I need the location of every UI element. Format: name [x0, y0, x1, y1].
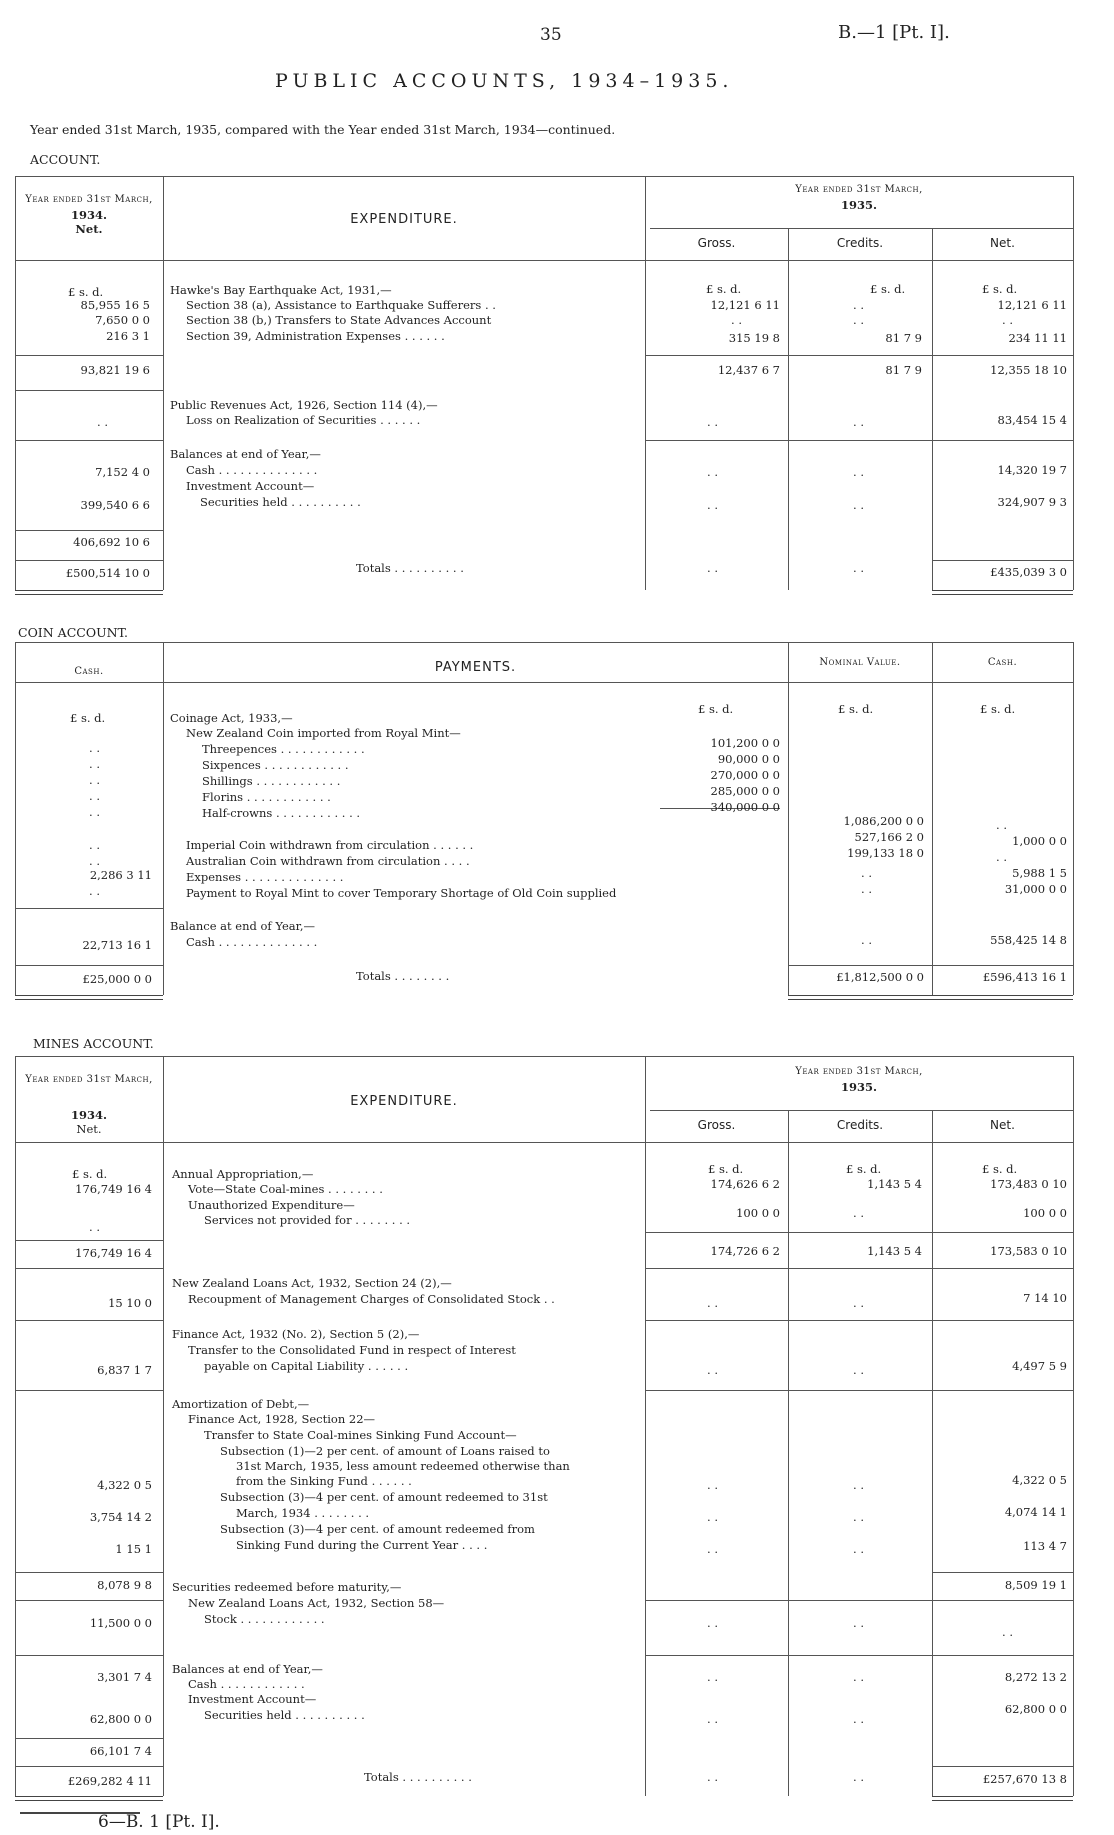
coin-cash-value: . .	[996, 850, 1007, 864]
account-credits-value: . .	[853, 465, 864, 479]
coin-line: Expenses . . . . . . . . . . . . . .	[186, 870, 344, 884]
mines-gross-value: . .	[707, 1363, 718, 1377]
coin-nominal-value: 199,133 18 0	[847, 846, 924, 860]
section-label-coin: COIN ACCOUNT.	[18, 625, 129, 640]
coin-left-value: 2,286 3 11	[89, 868, 152, 882]
mines-line: Finance Act, 1932 (No. 2), Section 5 (2),—	[172, 1327, 420, 1341]
mines-gross-value: . .	[707, 1296, 718, 1310]
account-gross-value: 12,437 6 7	[717, 363, 780, 377]
mines-prev-value: . .	[89, 1220, 100, 1234]
lsd-label: £ s. d.	[68, 285, 104, 299]
mines-credits-value: . .	[853, 1206, 864, 1220]
account-net-value: £435,039 3 0	[990, 565, 1067, 579]
coin-line: Shillings . . . . . . . . . . . .	[202, 774, 341, 788]
coin-import-value: 270,000 0 0	[710, 768, 780, 782]
account-line: Section 38 (a), Assistance to Earthquake Sufferers . .	[186, 298, 496, 312]
account-net-value: . .	[1002, 313, 1013, 327]
mines-line: New Zealand Loans Act, 1932, Section 58—	[188, 1596, 445, 1610]
account-credits-value: 81 7 9	[885, 331, 922, 345]
mines-prev-value: 3,301 7 4	[97, 1670, 152, 1684]
coin-nominal-value: 1,086,200 0 0	[843, 814, 924, 828]
account-gross-value: . .	[707, 498, 718, 512]
page-subtitle: Year ended 31st March, 1935, compared with the Year ended 31st March, 1934—continued.	[30, 122, 616, 137]
account-gross-value: 12,121 6 11	[710, 298, 780, 312]
coin-cash-value: 31,000 0 0	[1004, 882, 1067, 896]
section-label-account: ACCOUNT.	[30, 152, 101, 167]
coin-nominal-value: £1,812,500 0 0	[836, 970, 924, 984]
mines-gross-value: . .	[707, 1770, 718, 1784]
account-prev-value: 7,152 4 0	[95, 465, 150, 479]
coin-line: Australian Coin withdrawn from circulation . . . .	[186, 854, 470, 868]
account-prev-col-net: Net.	[75, 222, 103, 236]
account-credits-value: . .	[853, 298, 864, 312]
mines-net-value: 173,483 0 10	[990, 1177, 1067, 1191]
account-line: Hawke's Bay Earthquake Act, 1931,—	[170, 283, 392, 297]
account-desc-col-head: EXPENDITURE.	[350, 212, 458, 227]
coin-desc-col-head: PAYMENTS.	[434, 660, 517, 675]
account-cur-col-head: Year ended 31st March,	[795, 184, 923, 195]
coin-left-value: . .	[89, 757, 100, 771]
mines-gross-value: 174,626 6 2	[710, 1177, 780, 1191]
lsd-label: £ s. d.	[982, 1162, 1018, 1176]
account-prev-value: £500,514 10 0	[65, 566, 150, 580]
mines-net-value: 4,322 0 5	[1012, 1473, 1067, 1487]
coin-import-value: 90,000 0 0	[717, 752, 780, 766]
mines-line: Securities redeemed before maturity,—	[172, 1580, 402, 1594]
mines-credits-value: . .	[853, 1770, 864, 1784]
mines-prev-col-year: 1934.	[70, 1108, 107, 1122]
coin-line: Half-crowns . . . . . . . . . . . .	[202, 806, 361, 820]
mines-credits-value: . .	[853, 1296, 864, 1310]
coin-cash-col-head: Cash.	[987, 657, 1018, 668]
page-number: 35	[540, 25, 562, 45]
coin-line: Imperial Coin withdrawn from circulation . . . . . .	[186, 838, 474, 852]
mines-gross-value: . .	[707, 1616, 718, 1630]
account-credits-value: 81 7 9	[885, 363, 922, 377]
mines-line: New Zealand Loans Act, 1932, Section 24 (2),—	[172, 1276, 452, 1290]
mines-line: Services not provided for . . . . . . . .	[204, 1213, 411, 1227]
mines-line: Unauthorized Expenditure—	[188, 1198, 355, 1212]
account-prev-col-year: 1934.	[70, 208, 107, 222]
account-credits-value: . .	[853, 313, 864, 327]
mines-line: payable on Capital Liability . . . . . .	[204, 1359, 409, 1373]
mines-prev-value: £269,282 4 11	[67, 1774, 152, 1788]
coin-left-value: . .	[89, 854, 100, 868]
mines-line: Securities held . . . . . . . . . .	[204, 1708, 365, 1722]
account-gross-value: 315 19 8	[728, 331, 780, 345]
mines-net-value: £257,670 13 8	[982, 1772, 1067, 1786]
account-prev-value: 399,540 6 6	[80, 498, 150, 512]
coin-left-value: . .	[89, 789, 100, 803]
coin-line: Threepences . . . . . . . . . . . .	[202, 742, 365, 756]
account-line: Section 39, Administration Expenses . . . . . .	[186, 329, 445, 343]
lsd-label: £ s. d.	[70, 711, 106, 725]
lsd-label: £ s. d.	[846, 1162, 882, 1176]
account-gross-col-head: Gross.	[697, 236, 736, 250]
coin-left-value: . .	[89, 884, 100, 898]
lsd-label: £ s. d.	[72, 1167, 108, 1181]
mines-net-value: 113 4 7	[1023, 1539, 1067, 1553]
coin-left-value: £25,000 0 0	[82, 972, 152, 986]
mines-net-value: 8,509 19 1	[1004, 1578, 1067, 1592]
coin-import-value: 285,000 0 0	[710, 784, 780, 798]
account-net-value: 324,907 9 3	[997, 495, 1067, 509]
account-line: Loss on Realization of Securities . . . . . .	[186, 413, 421, 427]
mines-desc-col-head: EXPENDITURE.	[350, 1094, 458, 1109]
mines-prev-col-net: Net.	[76, 1122, 102, 1136]
mines-line: Sinking Fund during the Current Year . . . .	[236, 1538, 488, 1552]
coin-nominal-col-head: Nominal Value.	[819, 657, 901, 668]
account-gross-value: . .	[731, 313, 742, 327]
account-gross-value: . .	[707, 561, 718, 575]
account-line: Cash . . . . . . . . . . . . . .	[186, 463, 318, 477]
mines-prev-value: 11,500 0 0	[89, 1616, 152, 1630]
coin-cash-value: 558,425 14 8	[990, 933, 1067, 947]
account-net-col-head: Net.	[990, 236, 1015, 250]
mines-line: Subsection (3)—4 per cent. of amount redeemed from	[220, 1522, 535, 1536]
coin-nominal-value: . .	[861, 866, 872, 880]
coin-totals-label: Totals . . . . . . . .	[356, 969, 450, 983]
coin-left-value: . .	[89, 805, 100, 819]
coin-nominal-value: . .	[861, 882, 872, 896]
mines-gross-value: . .	[707, 1670, 718, 1684]
account-credits-value: . .	[853, 415, 864, 429]
lsd-label: £ s. d.	[870, 282, 906, 296]
mines-prev-col-head: Year ended 31st March,	[25, 1074, 153, 1085]
mines-line: Subsection (1)—2 per cent. of amount of Loans raised to	[220, 1444, 550, 1458]
coin-line: Cash . . . . . . . . . . . . . .	[186, 935, 318, 949]
account-net-value: 12,355 18 10	[990, 363, 1067, 377]
mines-gross-value: 174,726 6 2	[710, 1244, 780, 1258]
mines-credits-value: 1,143 5 4	[867, 1177, 922, 1191]
coin-left-value: . .	[89, 741, 100, 755]
account-net-value: 83,454 15 4	[997, 413, 1067, 427]
account-line: Public Revenues Act, 1926, Section 114 (4),—	[170, 398, 438, 412]
mines-line: Amortization of Debt,—	[172, 1397, 310, 1411]
account-credits-value: . .	[853, 498, 864, 512]
coin-line: Florins . . . . . . . . . . . .	[202, 790, 331, 804]
account-prev-value: . .	[97, 415, 108, 429]
account-prev-value: 406,692 10 6	[73, 535, 150, 549]
mines-line: Recoupment of Management Charges of Consolidated Stock . .	[188, 1292, 555, 1306]
mines-line: Subsection (3)—4 per cent. of amount redeemed to 31st	[220, 1490, 548, 1504]
mines-credits-value: . .	[853, 1510, 864, 1524]
coin-line: Balance at end of Year,—	[170, 919, 315, 933]
mines-prev-value: 4,322 0 5	[97, 1478, 152, 1492]
mines-credits-value: . .	[853, 1670, 864, 1684]
account-credits-value: . .	[853, 561, 864, 575]
lsd-label: £ s. d.	[698, 702, 734, 716]
coin-cash-value: 5,988 1 5	[1012, 866, 1067, 880]
lsd-label: £ s. d.	[982, 282, 1018, 296]
account-line: Section 38 (b,) Transfers to State Advances Account	[186, 313, 492, 327]
mines-credits-value: . .	[853, 1616, 864, 1630]
lsd-label: £ s. d.	[708, 1162, 744, 1176]
mines-net-value: 7 14 10	[1023, 1291, 1067, 1305]
account-credits-col-head: Credits.	[836, 236, 884, 250]
lsd-label: £ s. d.	[838, 702, 874, 716]
coin-line: Sixpences . . . . . . . . . . . .	[202, 758, 349, 772]
mines-gross-value: . .	[707, 1712, 718, 1726]
coin-import-value: 340,000 0 0	[710, 800, 780, 814]
coin-nominal-value: . .	[861, 933, 872, 947]
mines-line: Finance Act, 1928, Section 22—	[188, 1412, 376, 1426]
account-line: Investment Account—	[186, 479, 315, 493]
mines-line: from the Sinking Fund . . . . . .	[236, 1474, 412, 1488]
coin-left-value: 22,713 16 1	[82, 938, 152, 952]
mines-gross-value: 100 0 0	[736, 1206, 780, 1220]
coin-import-value: 101,200 0 0	[710, 736, 780, 750]
mines-line: Vote—State Coal-mines . . . . . . . .	[188, 1182, 383, 1196]
mines-gross-value: . .	[707, 1510, 718, 1524]
mines-prev-value: 6,837 1 7	[97, 1363, 152, 1377]
mines-prev-value: 62,800 0 0	[89, 1712, 152, 1726]
mines-totals-label: Totals . . . . . . . . . .	[364, 1770, 472, 1784]
mines-net-value: 173,583 0 10	[990, 1244, 1067, 1258]
coin-left-col-head: Cash.	[74, 666, 104, 677]
mines-prev-value: 15 10 0	[108, 1296, 152, 1310]
mines-net-value: 100 0 0	[1023, 1206, 1067, 1220]
coin-line: Payment to Royal Mint to cover Temporary Shortage of Old Coin supplied	[186, 886, 617, 900]
mines-prev-value: 3,754 14 2	[89, 1510, 152, 1524]
account-prev-value: 216 3 1	[106, 329, 150, 343]
account-totals-label: Totals . . . . . . . . . .	[356, 561, 464, 575]
mines-prev-value: 66,101 7 4	[89, 1744, 152, 1758]
mines-gross-value: . .	[707, 1542, 718, 1556]
mines-credits-col-head: Credits.	[836, 1118, 884, 1132]
coin-nominal-value: 527,166 2 0	[854, 830, 924, 844]
mines-cur-col-year: 1935.	[840, 1080, 877, 1094]
account-prev-value: 93,821 19 6	[80, 363, 150, 377]
mines-credits-value: . .	[853, 1363, 864, 1377]
account-cur-col-year: 1935.	[840, 198, 877, 212]
account-net-value: 234 11 11	[1008, 331, 1067, 345]
mines-gross-value: . .	[707, 1478, 718, 1492]
mines-prev-value: 8,078 9 8	[97, 1578, 152, 1592]
section-label-mines: MINES ACCOUNT.	[33, 1036, 154, 1051]
coin-cash-value: . .	[996, 818, 1007, 832]
mines-line: March, 1934 . . . . . . . .	[236, 1506, 370, 1520]
account-prev-value: 7,650 0 0	[95, 313, 150, 327]
mines-net-value: . .	[1002, 1625, 1013, 1639]
document-reference: B.—1 [Pt. I].	[838, 22, 950, 43]
account-net-value: 14,320 19 7	[997, 463, 1067, 477]
mines-line: Cash . . . . . . . . . . . .	[188, 1677, 305, 1691]
mines-prev-value: 176,749 16 4	[75, 1246, 152, 1260]
page-title: PUBLIC ACCOUNTS, 1934–1935.	[275, 70, 734, 92]
footer-reference: 6—B. 1 [Pt. I].	[98, 1812, 220, 1832]
coin-cash-value: £596,413 16 1	[982, 970, 1067, 984]
coin-cash-value: 1,000 0 0	[1012, 834, 1067, 848]
lsd-label: £ s. d.	[706, 282, 742, 296]
account-prev-col-head: Year ended 31st March,	[25, 194, 153, 205]
mines-line: Annual Appropriation,—	[172, 1167, 314, 1181]
account-line: Securities held . . . . . . . . . .	[200, 495, 361, 509]
mines-credits-value: . .	[853, 1712, 864, 1726]
coin-left-value: . .	[89, 838, 100, 852]
mines-gross-col-head: Gross.	[697, 1118, 736, 1132]
mines-credits-value: . .	[853, 1478, 864, 1492]
mines-line: Balances at end of Year,—	[172, 1662, 323, 1676]
account-line: Balances at end of Year,—	[170, 447, 321, 461]
coin-left-value: . .	[89, 773, 100, 787]
mines-net-col-head: Net.	[990, 1118, 1015, 1132]
mines-net-value: 62,800 0 0	[1004, 1702, 1067, 1716]
mines-prev-value: 176,749 16 4	[75, 1182, 152, 1196]
mines-prev-value: 1 15 1	[115, 1542, 152, 1556]
mines-cur-col-head: Year ended 31st March,	[795, 1066, 923, 1077]
mines-line: 31st March, 1935, less amount redeemed otherwise than	[236, 1459, 570, 1473]
account-prev-value: 85,955 16 5	[80, 298, 150, 312]
coin-line: Coinage Act, 1933,—	[170, 711, 293, 725]
mines-credits-value: . .	[853, 1542, 864, 1556]
coin-line: New Zealand Coin imported from Royal Mint—	[186, 726, 461, 740]
mines-net-value: 4,074 14 1	[1004, 1505, 1067, 1519]
account-net-value: 12,121 6 11	[997, 298, 1067, 312]
mines-line: Transfer to the Consolidated Fund in respect of Interest	[188, 1343, 516, 1357]
lsd-label: £ s. d.	[980, 702, 1016, 716]
mines-line: Transfer to State Coal-mines Sinking Fund Account—	[204, 1428, 517, 1442]
mines-line: Stock . . . . . . . . . . . .	[204, 1612, 325, 1626]
mines-line: Investment Account—	[188, 1692, 317, 1706]
mines-net-value: 4,497 5 9	[1012, 1359, 1067, 1373]
account-gross-value: . .	[707, 415, 718, 429]
account-gross-value: . .	[707, 465, 718, 479]
mines-net-value: 8,272 13 2	[1004, 1670, 1067, 1684]
mines-credits-value: 1,143 5 4	[867, 1244, 922, 1258]
